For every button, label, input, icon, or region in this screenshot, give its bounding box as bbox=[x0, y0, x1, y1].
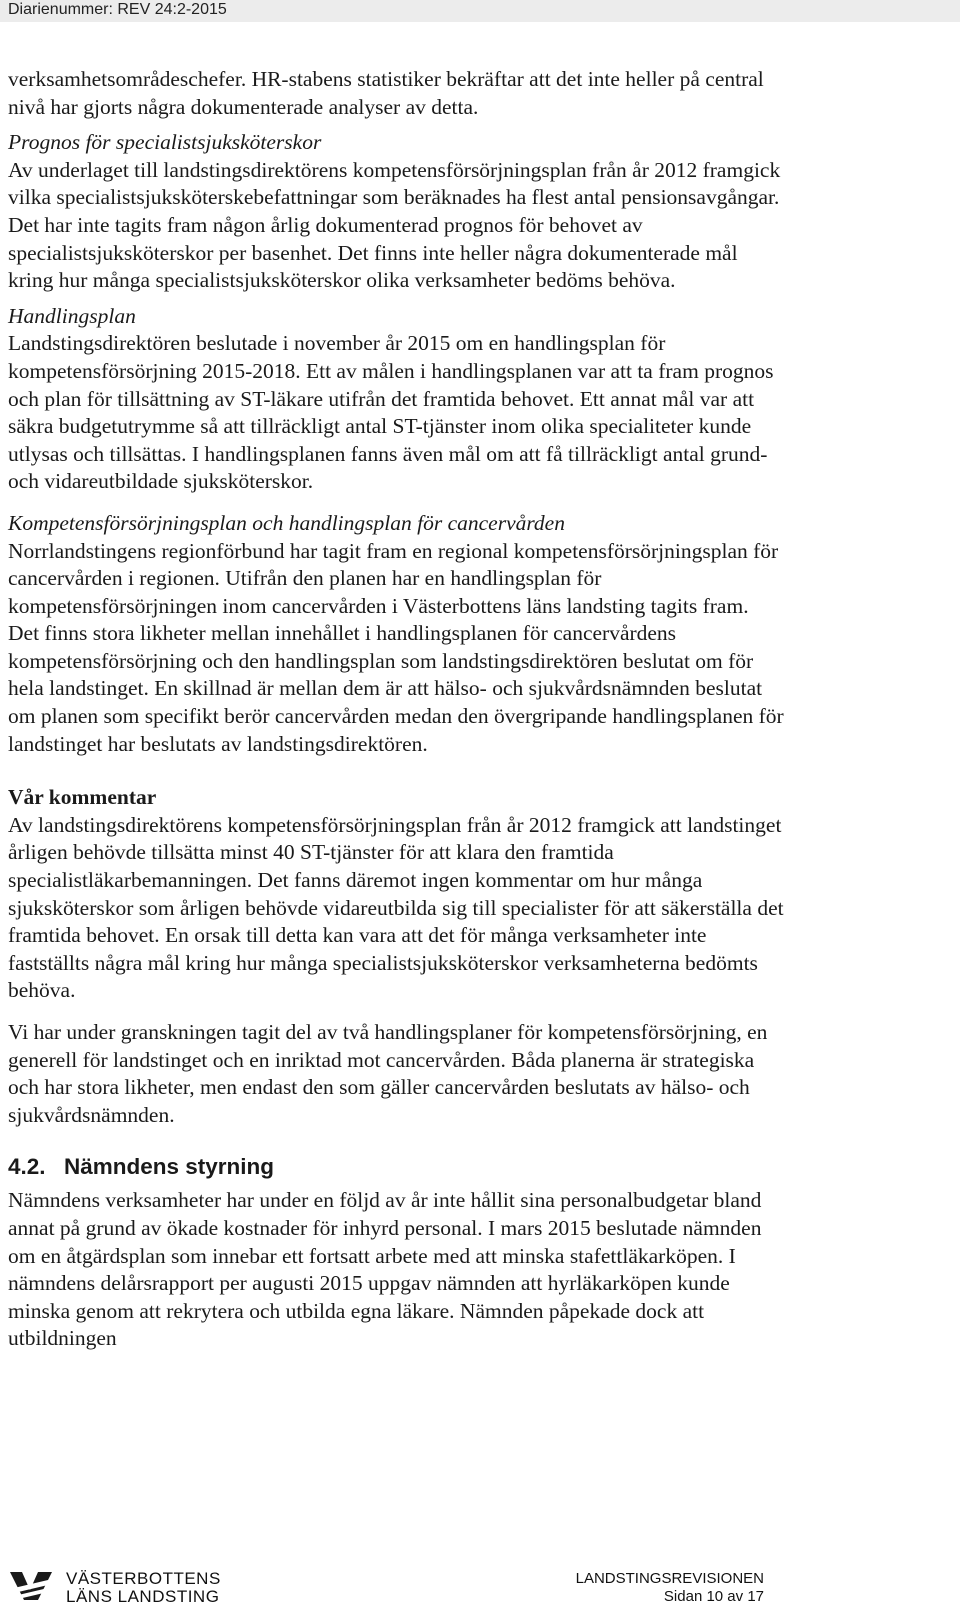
section-number: 4.2. bbox=[8, 1154, 46, 1180]
footer-info bbox=[576, 1570, 764, 1606]
diary-number: Diarienummer: REV 24:2-2015 bbox=[8, 1, 227, 18]
page-footer bbox=[0, 1562, 960, 1608]
subheading-prognos: Prognos för specialistsjuksköterskor bbox=[8, 130, 322, 155]
paragraph: Vi har under granskningen tagit del av två handlingsplaner för kompetensförsörjning, en generell för landstinget och en inriktad mot cancervården. Båda planerna är strategiska och har stora likheter, men endast den som gäller cancervården beslutats av hälso- och sjukvårdsnämnden. bbox=[8, 1020, 768, 1127]
paragraph: Norrlandstingens regionförbund har tagit fram en regional kompetensförsörjningsplan för cancervården i regionen. Utifrån den planen har en handlingsplan för kompetensförsörjningen inom cancervården i Västerbottens läns landsting tagits fram. Det finns stora likheter mellan innehållet i handlingsplanen för cancervårdens kompetensförsörjning och den handlingsplan som landstingsdirektören beslutat om för hela landstinget. En skillnad är mellan dem är att hälso- och sjukvårdsnämnden beslutat om planen som specifikt berör cancervården medan den övergripande handlingsplanen för landstinget har beslutats av landstingsdirektören. bbox=[8, 538, 784, 756]
document-body bbox=[8, 66, 784, 1353]
header-bar bbox=[0, 0, 960, 22]
paragraph: Av underlaget till landstingsdirektörens kompetensförsörjningsplan från år 2012 framgick vilka specialistsjuksköterskebefattningar som beräknades ha flest antal pensionsavgångar. Det har inte tagits fram någon årlig dokumenterad prognos för behovet av specialistsjuksköterskor per basenhet. Det finns inte heller några dokumenterade mål kring hur många specialistsjuksköterskor olika verksamheter bedöms behöva. bbox=[8, 157, 781, 293]
organization-logo bbox=[8, 1568, 228, 1604]
section-title: Nämndens styrning bbox=[64, 1154, 275, 1180]
paragraph: Landstingsdirektören beslutade i november år 2015 om en handlingsplan för kompetensförsörjning 2015-2018. Ett av målen i handlingsplanen var att ta fram prognos och plan för tillsättning av ST-läkare utifrån det framtida behovet. Ett annat mål var att säkra budgetutrymme så att tillräckligt antal ST-tjänster inom olika specialiteter kunde utlysas och tillsättas. I handlingsplanen fanns även mål om att få tillräckligt antal grund- och vidareutbildade sjuksköterskor. bbox=[8, 331, 774, 494]
page-number: Sidan 10 av 17 bbox=[663, 1588, 764, 1605]
logo-text-line2: LÄNS LANDSTING bbox=[66, 1587, 220, 1606]
paragraph: Nämndens verksamheter har under en följd av år inte hållit sina personalbudgetar bland annat på grund av ökade kostnader för inhyrd personal. I mars 2015 beslutade nämnden om en åtgärdsplan som innebar ett fortsatt arbete med att minska stafettläkarköpen. I nämndens delårsrapport per augusti 2015 uppgav nämnden att hyrläkarköpen kunde minska genom att rekrytera och utbilda egna läkare. Nämnden påpekade dock att utbildningen bbox=[8, 1188, 762, 1351]
paragraph: verksamhetsområdeschefer. HR-stabens statistiker bekräftar att det inte heller på central nivå har gjorts några dokumenterade analyser av detta. bbox=[8, 67, 764, 119]
section-heading bbox=[8, 1153, 784, 1181]
subheading-handlingsplan: Handlingsplan bbox=[8, 303, 136, 328]
paragraph: Av landstingsdirektörens kompetensförsörjningsplan från år 2012 framgick att landstinget årligen behövde tillsätta minst 40 ST-tjänster för att klara den framtida specialistläkarbemanningen. Det fanns däremot ingen kommentar om hur många sjuksköterskor som årligen behövde vidareutbilda sig till specialister för att säkerställa det framtida behovet. En orsak till detta kan vara att det för många verksamheter inte fastställts några mål kring hur många specialistsjuksköterskor verksamheterna bedömts behöva. bbox=[8, 812, 784, 1003]
subheading-cancervarden: Kompetensförsörjningsplan och handlingsplan för cancervården bbox=[8, 510, 565, 535]
subheading-var-kommentar: Vår kommentar bbox=[8, 785, 157, 810]
logo-mark-icon bbox=[8, 1568, 56, 1602]
logo-text-line1: VÄSTERBOTTENS bbox=[66, 1569, 221, 1588]
footer-organization: LANDSTINGSREVISIONEN bbox=[575, 1570, 764, 1587]
